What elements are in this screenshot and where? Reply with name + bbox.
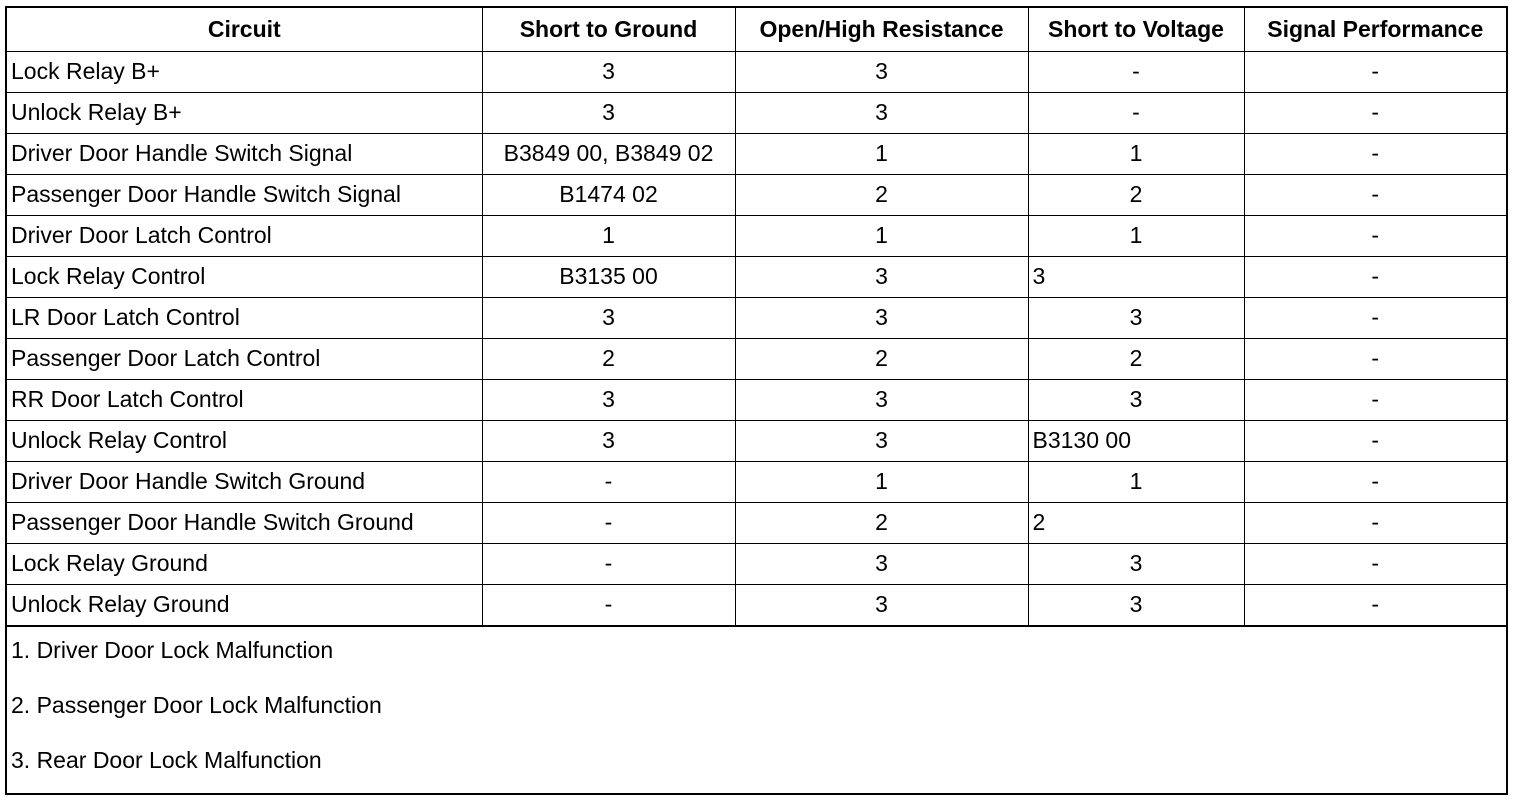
cell-open-high-resistance: 1: [735, 461, 1028, 502]
cell-signal-performance: -: [1244, 297, 1506, 338]
table-row: [7, 461, 1506, 502]
cell-short-to-ground: B1474 02: [482, 174, 735, 215]
cell-short-to-voltage: 1: [1028, 133, 1244, 174]
cell-short-to-voltage: 1: [1028, 215, 1244, 256]
cell-open-high-resistance: 3: [735, 543, 1028, 584]
cell-open-high-resistance: 2: [735, 338, 1028, 379]
cell-circuit: Driver Door Latch Control: [7, 215, 482, 256]
cell-signal-performance: -: [1244, 584, 1506, 625]
cell-short-to-voltage: B3130 00: [1028, 420, 1244, 461]
cell-short-to-ground: B3849 00, B3849 02: [482, 133, 735, 174]
cell-open-high-resistance: 2: [735, 502, 1028, 543]
cell-circuit: RR Door Latch Control: [7, 379, 482, 420]
header-short-to-voltage: Short to Voltage: [1028, 8, 1244, 51]
circuit-table-frame: [5, 6, 1508, 795]
cell-open-high-resistance: 3: [735, 297, 1028, 338]
header-short-to-ground: Short to Ground: [482, 8, 735, 51]
table-row: [7, 379, 1506, 420]
cell-circuit: LR Door Latch Control: [7, 297, 482, 338]
cell-circuit: Passenger Door Handle Switch Ground: [7, 502, 482, 543]
cell-circuit: Lock Relay Control: [7, 256, 482, 297]
cell-circuit: Driver Door Handle Switch Ground: [7, 461, 482, 502]
cell-short-to-voltage: 2: [1028, 174, 1244, 215]
cell-signal-performance: -: [1244, 174, 1506, 215]
cell-circuit: Lock Relay Ground: [7, 543, 482, 584]
notes-section: [7, 626, 1506, 800]
cell-short-to-voltage: 1: [1028, 461, 1244, 502]
table-row: [7, 420, 1506, 461]
table-row: [7, 92, 1506, 133]
cell-short-to-voltage: 3: [1028, 379, 1244, 420]
cell-short-to-voltage: 3: [1028, 584, 1244, 625]
note-item: 2. Passenger Door Lock Malfunction: [11, 691, 382, 718]
cell-signal-performance: -: [1244, 215, 1506, 256]
cell-circuit: Unlock Relay Ground: [7, 584, 482, 625]
table-row: [7, 543, 1506, 584]
cell-short-to-voltage: -: [1028, 51, 1244, 92]
table-row: [7, 297, 1506, 338]
header-open-high-resistance: Open/High Resistance: [735, 8, 1028, 51]
table-row: [7, 215, 1506, 256]
table-row: [7, 174, 1506, 215]
cell-short-to-voltage: 3: [1028, 256, 1244, 297]
header-row: [7, 8, 1506, 51]
cell-signal-performance: -: [1244, 51, 1506, 92]
cell-signal-performance: -: [1244, 379, 1506, 420]
cell-short-to-ground: 3: [482, 92, 735, 133]
cell-short-to-ground: -: [482, 543, 735, 584]
cell-open-high-resistance: 1: [735, 133, 1028, 174]
cell-signal-performance: -: [1244, 92, 1506, 133]
cell-open-high-resistance: 2: [735, 174, 1028, 215]
cell-short-to-voltage: 2: [1028, 338, 1244, 379]
cell-short-to-voltage: 3: [1028, 543, 1244, 584]
table-row: [7, 584, 1506, 625]
cell-short-to-ground: 3: [482, 379, 735, 420]
header-circuit: Circuit: [7, 8, 482, 51]
cell-signal-performance: -: [1244, 256, 1506, 297]
cell-open-high-resistance: 3: [735, 584, 1028, 625]
cell-open-high-resistance: 3: [735, 51, 1028, 92]
cell-short-to-ground: 3: [482, 297, 735, 338]
note-item: 3. Rear Door Lock Malfunction: [11, 746, 322, 773]
cell-circuit: Passenger Door Handle Switch Signal: [7, 174, 482, 215]
cell-circuit: Lock Relay B+: [7, 51, 482, 92]
cell-open-high-resistance: 3: [735, 420, 1028, 461]
cell-signal-performance: -: [1244, 502, 1506, 543]
note-item: 1. Driver Door Lock Malfunction: [11, 636, 334, 663]
cell-open-high-resistance: 3: [735, 92, 1028, 133]
cell-short-to-voltage: 3: [1028, 297, 1244, 338]
cell-short-to-ground: -: [482, 461, 735, 502]
cell-short-to-ground: -: [482, 584, 735, 625]
cell-short-to-voltage: -: [1028, 92, 1244, 133]
cell-circuit: Driver Door Handle Switch Signal: [7, 133, 482, 174]
table-row: [7, 256, 1506, 297]
cell-signal-performance: -: [1244, 543, 1506, 584]
table-row: [7, 338, 1506, 379]
cell-signal-performance: -: [1244, 338, 1506, 379]
header-signal-performance: Signal Performance: [1244, 8, 1506, 51]
cell-short-to-voltage: 2: [1028, 502, 1244, 543]
cell-open-high-resistance: 1: [735, 215, 1028, 256]
cell-circuit: Passenger Door Latch Control: [7, 338, 482, 379]
cell-circuit: Unlock Relay Control: [7, 420, 482, 461]
cell-signal-performance: -: [1244, 133, 1506, 174]
cell-short-to-ground: 3: [482, 420, 735, 461]
table-body: [7, 51, 1506, 625]
cell-short-to-ground: 2: [482, 338, 735, 379]
cell-short-to-ground: 1: [482, 215, 735, 256]
table-row: [7, 51, 1506, 92]
cell-short-to-ground: -: [482, 502, 735, 543]
table-row: [7, 502, 1506, 543]
cell-circuit: Unlock Relay B+: [7, 92, 482, 133]
circuit-table: [7, 8, 1506, 626]
cell-signal-performance: -: [1244, 420, 1506, 461]
cell-open-high-resistance: 3: [735, 379, 1028, 420]
cell-short-to-ground: B3135 00: [482, 256, 735, 297]
table-row: [7, 133, 1506, 174]
cell-open-high-resistance: 3: [735, 256, 1028, 297]
cell-short-to-ground: 3: [482, 51, 735, 92]
cell-signal-performance: -: [1244, 461, 1506, 502]
